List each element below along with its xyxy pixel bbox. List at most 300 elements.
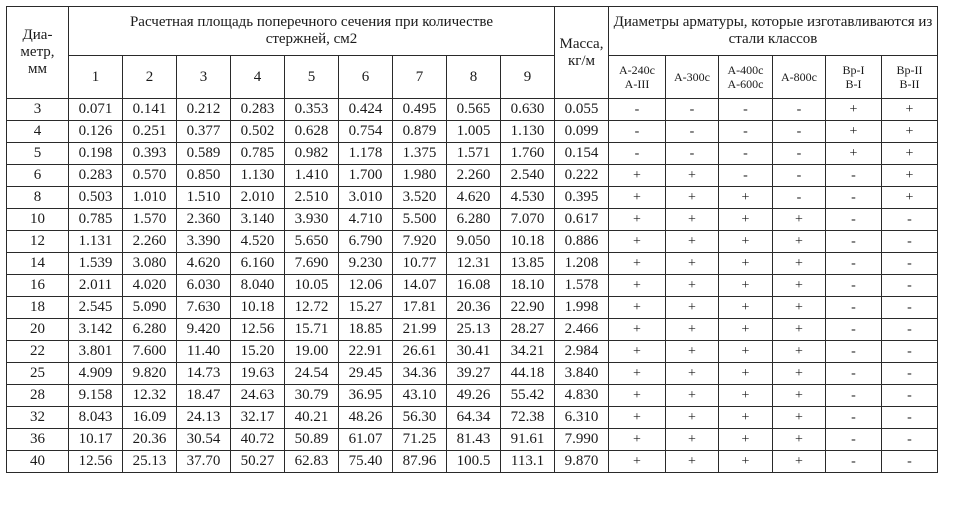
class-availability-cell: +: [773, 275, 826, 297]
class-availability-cell: -: [826, 429, 882, 451]
area-cell: 6.160: [231, 253, 285, 275]
area-cell: 15.71: [285, 319, 339, 341]
class-availability-cell: +: [826, 121, 882, 143]
class-availability-cell: +: [609, 209, 666, 231]
area-cell: 3.801: [69, 341, 123, 363]
class-availability-cell: -: [826, 187, 882, 209]
class-availability-cell: +: [773, 209, 826, 231]
area-cell: 18.10: [501, 275, 555, 297]
class-availability-cell: +: [609, 253, 666, 275]
area-group-header: Расчетная площадь поперечного сечения при количестве стержней, см2: [69, 7, 555, 56]
area-cell: 0.630: [501, 99, 555, 121]
area-cell: 55.42: [501, 385, 555, 407]
area-cell: 44.18: [501, 363, 555, 385]
area-cell: 30.41: [447, 341, 501, 363]
steel-class-header: [773, 56, 826, 99]
area-cell: 5.500: [393, 209, 447, 231]
area-cell: 9.158: [69, 385, 123, 407]
class-availability-cell: +: [773, 363, 826, 385]
area-cell: 9.230: [339, 253, 393, 275]
area-cell: 1.130: [231, 165, 285, 187]
area-cell: 10.18: [501, 231, 555, 253]
area-cell: 1.980: [393, 165, 447, 187]
class-availability-cell: -: [826, 341, 882, 363]
area-cell: 36.95: [339, 385, 393, 407]
area-cell: 2.360: [177, 209, 231, 231]
diameter-cell: 6: [7, 165, 69, 187]
area-cell: 1.131: [69, 231, 123, 253]
area-cell: 3.520: [393, 187, 447, 209]
class-availability-cell: +: [609, 165, 666, 187]
area-cell: 0.503: [69, 187, 123, 209]
class-availability-cell: +: [882, 99, 938, 121]
table-row: [7, 407, 938, 429]
area-cell: 18.47: [177, 385, 231, 407]
class-availability-cell: -: [882, 407, 938, 429]
area-cell: 48.26: [339, 407, 393, 429]
table-header: [7, 7, 938, 99]
area-cell: 15.27: [339, 297, 393, 319]
class-availability-cell: +: [826, 143, 882, 165]
diameter-cell: 14: [7, 253, 69, 275]
area-cell: 28.27: [501, 319, 555, 341]
area-cell: 1.005: [447, 121, 501, 143]
class-availability-cell: +: [666, 429, 719, 451]
class-availability-cell: +: [666, 209, 719, 231]
area-cell: 1.571: [447, 143, 501, 165]
area-cell: 19.63: [231, 363, 285, 385]
class-availability-cell: +: [719, 451, 773, 473]
area-cell: 0.353: [285, 99, 339, 121]
area-cell: 8.043: [69, 407, 123, 429]
area-cell: 3.080: [123, 253, 177, 275]
area-cell: 0.754: [339, 121, 393, 143]
area-cell: 10.18: [231, 297, 285, 319]
count-header: 9: [501, 56, 555, 99]
area-cell: 22.90: [501, 297, 555, 319]
count-header: 7: [393, 56, 447, 99]
diameter-cell: 40: [7, 451, 69, 473]
steel-class-line: А-400с: [727, 63, 764, 77]
class-availability-cell: +: [773, 341, 826, 363]
area-cell: 2.540: [501, 165, 555, 187]
area-cell: 100.5: [447, 451, 501, 473]
count-header: 6: [339, 56, 393, 99]
class-availability-cell: -: [882, 429, 938, 451]
area-cell: 1.539: [69, 253, 123, 275]
table-row: [7, 99, 938, 121]
steel-class-line: А-300с: [674, 70, 710, 84]
table-body: [7, 99, 938, 473]
class-availability-cell: +: [719, 275, 773, 297]
class-availability-cell: +: [666, 297, 719, 319]
class-availability-cell: -: [773, 99, 826, 121]
class-availability-cell: +: [609, 275, 666, 297]
class-availability-cell: -: [882, 297, 938, 319]
area-cell: 25.13: [123, 451, 177, 473]
class-availability-cell: +: [666, 407, 719, 429]
class-availability-cell: +: [666, 231, 719, 253]
class-availability-cell: +: [609, 363, 666, 385]
diameter-cell: 18: [7, 297, 69, 319]
diameter-cell: 10: [7, 209, 69, 231]
table-row: [7, 429, 938, 451]
area-cell: 0.283: [69, 165, 123, 187]
area-cell: 71.25: [393, 429, 447, 451]
class-availability-cell: -: [719, 99, 773, 121]
class-availability-cell: -: [609, 121, 666, 143]
class-availability-cell: -: [666, 121, 719, 143]
class-availability-cell: +: [773, 407, 826, 429]
class-availability-cell: -: [826, 451, 882, 473]
class-availability-cell: +: [882, 187, 938, 209]
table-row: [7, 341, 938, 363]
area-cell: 12.56: [69, 451, 123, 473]
area-cell: 12.72: [285, 297, 339, 319]
table-row: [7, 363, 938, 385]
area-cell: 21.99: [393, 319, 447, 341]
class-availability-cell: -: [826, 319, 882, 341]
steel-class-header: [882, 56, 938, 99]
area-cell: 0.126: [69, 121, 123, 143]
class-availability-cell: +: [773, 231, 826, 253]
area-cell: 25.13: [447, 319, 501, 341]
area-cell: 40.21: [285, 407, 339, 429]
area-cell: 1.375: [393, 143, 447, 165]
table-row: [7, 231, 938, 253]
area-cell: 7.920: [393, 231, 447, 253]
area-cell: 16.08: [447, 275, 501, 297]
mass-cell: 1.208: [555, 253, 609, 275]
class-availability-cell: +: [882, 121, 938, 143]
class-availability-cell: +: [773, 297, 826, 319]
class-availability-cell: -: [882, 385, 938, 407]
area-cell: 64.34: [447, 407, 501, 429]
area-cell: 29.45: [339, 363, 393, 385]
area-cell: 34.36: [393, 363, 447, 385]
class-availability-cell: +: [609, 297, 666, 319]
area-cell: 3.010: [339, 187, 393, 209]
diameter-cell: 36: [7, 429, 69, 451]
area-cell: 40.72: [231, 429, 285, 451]
count-header: 2: [123, 56, 177, 99]
area-cell: 1.570: [123, 209, 177, 231]
table-row: [7, 165, 938, 187]
class-availability-cell: +: [609, 341, 666, 363]
diameter-cell: 20: [7, 319, 69, 341]
area-cell: 5.650: [285, 231, 339, 253]
class-availability-cell: +: [609, 385, 666, 407]
area-cell: 0.283: [231, 99, 285, 121]
class-availability-cell: +: [666, 385, 719, 407]
area-cell: 1.760: [501, 143, 555, 165]
area-cell: 24.13: [177, 407, 231, 429]
area-cell: 3.142: [69, 319, 123, 341]
area-cell: 0.198: [69, 143, 123, 165]
area-cell: 12.06: [339, 275, 393, 297]
table-row: [7, 319, 938, 341]
class-availability-cell: -: [666, 99, 719, 121]
class-availability-cell: -: [826, 165, 882, 187]
area-cell: 0.393: [123, 143, 177, 165]
class-availability-cell: -: [882, 253, 938, 275]
class-availability-cell: +: [666, 187, 719, 209]
area-cell: 16.09: [123, 407, 177, 429]
area-cell: 30.79: [285, 385, 339, 407]
class-availability-cell: +: [773, 253, 826, 275]
area-cell: 0.071: [69, 99, 123, 121]
class-availability-cell: +: [773, 385, 826, 407]
class-availability-cell: -: [719, 165, 773, 187]
steel-class-line: А-600с: [727, 77, 764, 91]
area-cell: 43.10: [393, 385, 447, 407]
area-cell: 4.020: [123, 275, 177, 297]
class-availability-cell: +: [719, 209, 773, 231]
area-cell: 6.280: [123, 319, 177, 341]
area-cell: 32.17: [231, 407, 285, 429]
area-cell: 6.790: [339, 231, 393, 253]
area-cell: 1.700: [339, 165, 393, 187]
table-row: [7, 275, 938, 297]
mass-cell: 1.578: [555, 275, 609, 297]
class-availability-cell: -: [609, 99, 666, 121]
area-cell: 9.050: [447, 231, 501, 253]
steel-class-line: В-I: [845, 77, 862, 91]
area-cell: 0.628: [285, 121, 339, 143]
steel-classes-group-header: Диаметры арматуры, которые изготавливаются из стали классов: [609, 7, 938, 56]
area-cell: 1.178: [339, 143, 393, 165]
area-cell: 4.909: [69, 363, 123, 385]
area-cell: 2.545: [69, 297, 123, 319]
area-cell: 1.410: [285, 165, 339, 187]
diameter-cell: 3: [7, 99, 69, 121]
mass-cell: 9.870: [555, 451, 609, 473]
class-availability-cell: -: [826, 297, 882, 319]
class-availability-cell: +: [719, 407, 773, 429]
area-cell: 50.89: [285, 429, 339, 451]
table-row: [7, 121, 938, 143]
mass-cell: 0.099: [555, 121, 609, 143]
class-availability-cell: -: [826, 253, 882, 275]
area-cell: 113.1: [501, 451, 555, 473]
table-row: [7, 253, 938, 275]
diameter-cell: 32: [7, 407, 69, 429]
area-cell: 62.83: [285, 451, 339, 473]
class-availability-cell: +: [719, 429, 773, 451]
area-cell: 72.38: [501, 407, 555, 429]
class-availability-cell: -: [882, 363, 938, 385]
class-availability-cell: +: [666, 275, 719, 297]
mass-cell: 0.886: [555, 231, 609, 253]
area-cell: 5.090: [123, 297, 177, 319]
area-cell: 26.61: [393, 341, 447, 363]
steel-class-line: А-240с: [619, 63, 655, 77]
area-cell: 50.27: [231, 451, 285, 473]
class-availability-cell: -: [773, 121, 826, 143]
diameter-cell: 12: [7, 231, 69, 253]
area-cell: 0.785: [69, 209, 123, 231]
class-availability-cell: -: [826, 385, 882, 407]
area-cell: 20.36: [123, 429, 177, 451]
area-cell: 17.81: [393, 297, 447, 319]
mass-cell: 7.990: [555, 429, 609, 451]
diameter-cell: 22: [7, 341, 69, 363]
class-availability-cell: +: [882, 143, 938, 165]
class-availability-cell: +: [719, 385, 773, 407]
class-availability-cell: -: [773, 143, 826, 165]
mass-cell: 0.617: [555, 209, 609, 231]
mass-cell: 2.984: [555, 341, 609, 363]
area-cell: 7.600: [123, 341, 177, 363]
class-availability-cell: -: [882, 275, 938, 297]
table-row: [7, 297, 938, 319]
area-cell: 1.130: [501, 121, 555, 143]
area-cell: 0.982: [285, 143, 339, 165]
area-cell: 1.510: [177, 187, 231, 209]
class-availability-cell: +: [719, 363, 773, 385]
area-cell: 3.930: [285, 209, 339, 231]
diameter-cell: 28: [7, 385, 69, 407]
class-availability-cell: +: [666, 341, 719, 363]
steel-class-header: [666, 56, 719, 99]
steel-class-header: [719, 56, 773, 99]
class-availability-cell: +: [609, 429, 666, 451]
class-availability-cell: +: [773, 319, 826, 341]
area-cell: 11.40: [177, 341, 231, 363]
area-cell: 24.63: [231, 385, 285, 407]
class-availability-cell: +: [666, 165, 719, 187]
class-availability-cell: +: [609, 187, 666, 209]
class-availability-cell: -: [882, 319, 938, 341]
class-availability-cell: +: [609, 231, 666, 253]
area-cell: 8.040: [231, 275, 285, 297]
class-availability-cell: +: [719, 319, 773, 341]
area-cell: 20.36: [447, 297, 501, 319]
steel-class-line: А-800с: [781, 70, 817, 84]
rebar-table-container: [6, 6, 938, 473]
class-availability-cell: -: [826, 407, 882, 429]
area-cell: 75.40: [339, 451, 393, 473]
area-cell: 56.30: [393, 407, 447, 429]
area-cell: 2.260: [447, 165, 501, 187]
area-cell: 34.21: [501, 341, 555, 363]
area-cell: 0.589: [177, 143, 231, 165]
class-availability-cell: +: [826, 99, 882, 121]
count-header: 8: [447, 56, 501, 99]
diameter-cell: 5: [7, 143, 69, 165]
area-cell: 18.85: [339, 319, 393, 341]
area-cell: 12.56: [231, 319, 285, 341]
area-cell: 37.70: [177, 451, 231, 473]
area-cell: 4.520: [231, 231, 285, 253]
area-cell: 7.690: [285, 253, 339, 275]
mass-cell: 3.840: [555, 363, 609, 385]
mass-cell: 2.466: [555, 319, 609, 341]
class-availability-cell: -: [882, 341, 938, 363]
area-cell: 6.030: [177, 275, 231, 297]
class-availability-cell: -: [666, 143, 719, 165]
area-cell: 2.010: [231, 187, 285, 209]
diameter-column-header: Диа-метр, мм: [7, 7, 69, 99]
area-cell: 9.820: [123, 363, 177, 385]
class-availability-cell: +: [719, 341, 773, 363]
area-cell: 61.07: [339, 429, 393, 451]
class-availability-cell: -: [882, 209, 938, 231]
steel-class-line: Вр-II: [896, 63, 923, 77]
class-availability-cell: -: [719, 121, 773, 143]
area-cell: 0.570: [123, 165, 177, 187]
class-availability-cell: +: [882, 165, 938, 187]
mass-cell: 0.395: [555, 187, 609, 209]
class-availability-cell: -: [826, 275, 882, 297]
area-cell: 4.620: [177, 253, 231, 275]
area-cell: 15.20: [231, 341, 285, 363]
area-cell: 4.530: [501, 187, 555, 209]
diameter-cell: 8: [7, 187, 69, 209]
count-header: 1: [69, 56, 123, 99]
area-cell: 7.070: [501, 209, 555, 231]
count-header: 5: [285, 56, 339, 99]
area-cell: 9.420: [177, 319, 231, 341]
area-cell: 0.785: [231, 143, 285, 165]
area-cell: 2.011: [69, 275, 123, 297]
mass-cell: 6.310: [555, 407, 609, 429]
area-cell: 39.27: [447, 363, 501, 385]
area-cell: 22.91: [339, 341, 393, 363]
class-availability-cell: +: [773, 429, 826, 451]
table-row: [7, 187, 938, 209]
mass-cell: 0.055: [555, 99, 609, 121]
diameter-cell: 25: [7, 363, 69, 385]
area-cell: 30.54: [177, 429, 231, 451]
area-cell: 14.07: [393, 275, 447, 297]
table-row: [7, 143, 938, 165]
class-availability-cell: -: [882, 231, 938, 253]
area-cell: 0.141: [123, 99, 177, 121]
table-row: [7, 385, 938, 407]
area-cell: 1.010: [123, 187, 177, 209]
class-availability-cell: +: [719, 253, 773, 275]
area-cell: 12.32: [123, 385, 177, 407]
diameter-cell: 16: [7, 275, 69, 297]
class-availability-cell: +: [773, 451, 826, 473]
area-cell: 14.73: [177, 363, 231, 385]
class-availability-cell: +: [719, 231, 773, 253]
area-cell: 0.495: [393, 99, 447, 121]
class-availability-cell: -: [773, 187, 826, 209]
area-cell: 4.620: [447, 187, 501, 209]
area-cell: 91.61: [501, 429, 555, 451]
diameter-cell: 4: [7, 121, 69, 143]
area-cell: 19.00: [285, 341, 339, 363]
class-availability-cell: -: [826, 209, 882, 231]
area-cell: 7.630: [177, 297, 231, 319]
steel-class-header: [609, 56, 666, 99]
steel-class-line: Вр-I: [842, 63, 865, 77]
area-cell: 3.390: [177, 231, 231, 253]
area-cell: 0.850: [177, 165, 231, 187]
area-cell: 10.17: [69, 429, 123, 451]
class-availability-cell: -: [826, 363, 882, 385]
class-availability-cell: +: [609, 319, 666, 341]
area-cell: 6.280: [447, 209, 501, 231]
table-row: [7, 209, 938, 231]
class-availability-cell: +: [666, 451, 719, 473]
area-cell: 0.251: [123, 121, 177, 143]
area-cell: 13.85: [501, 253, 555, 275]
area-cell: 0.377: [177, 121, 231, 143]
area-cell: 10.05: [285, 275, 339, 297]
